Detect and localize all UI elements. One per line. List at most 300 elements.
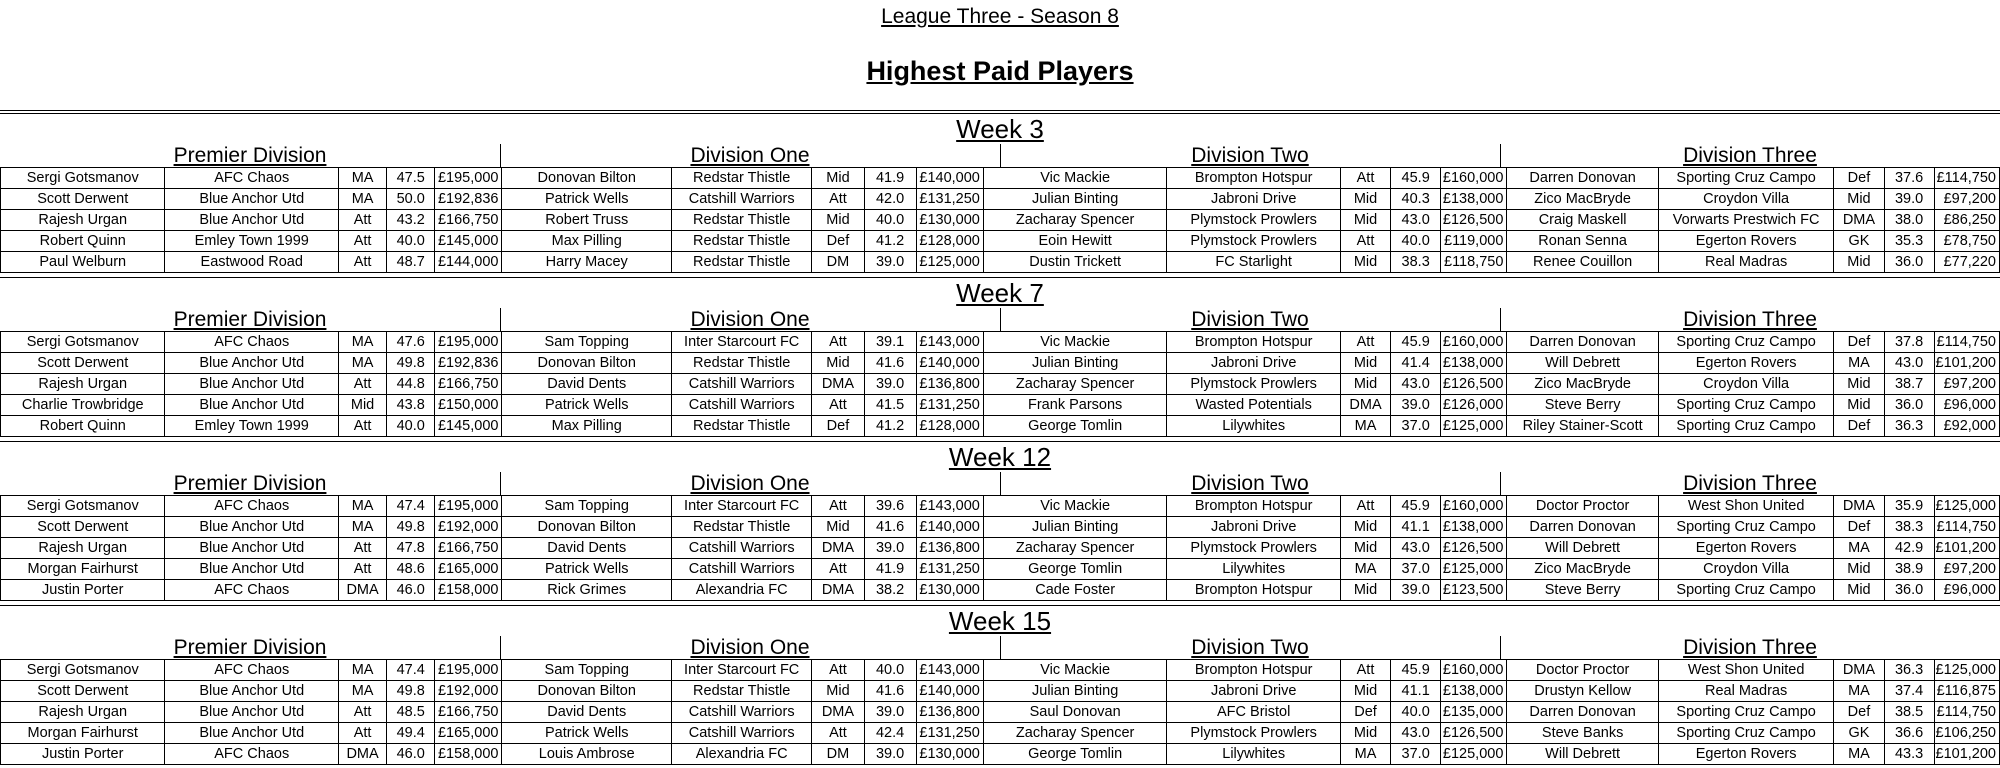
rating-cell[interactable]: 43.8 bbox=[387, 395, 435, 416]
wage-cell[interactable]: £114,750 bbox=[1934, 702, 1999, 723]
player-name-cell[interactable]: Julian Binting bbox=[983, 681, 1167, 702]
wage-cell[interactable]: £119,000 bbox=[1441, 231, 1507, 252]
rating-cell[interactable]: 40.0 bbox=[387, 231, 435, 252]
position-cell[interactable]: Att bbox=[339, 416, 387, 437]
rating-cell[interactable]: 41.5 bbox=[864, 395, 916, 416]
club-name-cell[interactable]: Croydon Villa bbox=[1658, 189, 1834, 210]
player-name-cell[interactable]: Donovan Bilton bbox=[502, 353, 672, 374]
player-name-cell[interactable]: Robert Quinn bbox=[1, 416, 165, 437]
player-name-cell[interactable]: Julian Binting bbox=[983, 517, 1167, 538]
position-cell[interactable]: Def bbox=[1834, 416, 1884, 437]
position-cell[interactable]: Mid bbox=[1834, 559, 1884, 580]
rating-cell[interactable]: 42.4 bbox=[864, 723, 916, 744]
position-cell[interactable]: Mid bbox=[812, 353, 864, 374]
rating-cell[interactable]: 41.6 bbox=[864, 681, 916, 702]
club-name-cell[interactable]: Redstar Thistle bbox=[671, 210, 811, 231]
player-name-cell[interactable]: Zico MacBryde bbox=[1507, 559, 1658, 580]
club-name-cell[interactable]: FC Starlight bbox=[1167, 252, 1341, 273]
position-cell[interactable]: Att bbox=[1340, 231, 1390, 252]
rating-cell[interactable]: 39.0 bbox=[1884, 189, 1934, 210]
club-name-cell[interactable]: AFC Chaos bbox=[165, 580, 339, 601]
position-cell[interactable]: Mid bbox=[339, 395, 387, 416]
wage-cell[interactable]: £130,000 bbox=[916, 744, 983, 765]
club-name-cell[interactable]: Brompton Hotspur bbox=[1167, 580, 1341, 601]
rating-cell[interactable]: 38.9 bbox=[1884, 559, 1934, 580]
wage-cell[interactable]: £126,500 bbox=[1441, 538, 1507, 559]
rating-cell[interactable]: 39.6 bbox=[864, 496, 916, 517]
club-name-cell[interactable]: Egerton Rovers bbox=[1658, 353, 1834, 374]
wage-cell[interactable]: £165,000 bbox=[435, 559, 502, 580]
rating-cell[interactable]: 47.4 bbox=[387, 496, 435, 517]
club-name-cell[interactable]: AFC Chaos bbox=[165, 660, 339, 681]
wage-cell[interactable]: £125,000 bbox=[1934, 660, 1999, 681]
club-name-cell[interactable]: Redstar Thistle bbox=[671, 517, 811, 538]
rating-cell[interactable]: 38.2 bbox=[864, 580, 916, 601]
player-name-cell[interactable]: Saul Donovan bbox=[983, 702, 1167, 723]
club-name-cell[interactable]: Lilywhites bbox=[1167, 416, 1341, 437]
position-cell[interactable]: MA bbox=[339, 681, 387, 702]
rating-cell[interactable]: 46.0 bbox=[387, 744, 435, 765]
club-name-cell[interactable]: Brompton Hotspur bbox=[1167, 496, 1341, 517]
wage-cell[interactable]: £136,800 bbox=[916, 374, 983, 395]
player-name-cell[interactable]: George Tomlin bbox=[983, 744, 1167, 765]
position-cell[interactable]: Att bbox=[812, 496, 864, 517]
club-name-cell[interactable]: Plymstock Prowlers bbox=[1167, 231, 1341, 252]
club-name-cell[interactable]: Wasted Potentials bbox=[1167, 395, 1341, 416]
player-name-cell[interactable]: George Tomlin bbox=[983, 559, 1167, 580]
wage-cell[interactable]: £96,000 bbox=[1934, 395, 1999, 416]
wage-cell[interactable]: £101,200 bbox=[1934, 744, 1999, 765]
wage-cell[interactable]: £166,750 bbox=[435, 538, 502, 559]
wage-cell[interactable]: £192,000 bbox=[435, 517, 502, 538]
player-name-cell[interactable]: Riley Stainer-Scott bbox=[1507, 416, 1658, 437]
position-cell[interactable]: Def bbox=[1834, 332, 1884, 353]
player-name-cell[interactable]: Zacharay Spencer bbox=[983, 723, 1167, 744]
position-cell[interactable]: Att bbox=[339, 702, 387, 723]
position-cell[interactable]: DMA bbox=[812, 538, 864, 559]
player-name-cell[interactable]: David Dents bbox=[502, 538, 672, 559]
club-name-cell[interactable]: AFC Chaos bbox=[165, 332, 339, 353]
wage-cell[interactable]: £166,750 bbox=[435, 210, 502, 231]
wage-cell[interactable]: £165,000 bbox=[435, 723, 502, 744]
player-name-cell[interactable]: Patrick Wells bbox=[502, 395, 672, 416]
player-name-cell[interactable]: Scott Derwent bbox=[1, 681, 165, 702]
position-cell[interactable]: MA bbox=[1834, 538, 1884, 559]
rating-cell[interactable]: 36.0 bbox=[1884, 252, 1934, 273]
club-name-cell[interactable]: Brompton Hotspur bbox=[1167, 660, 1341, 681]
player-name-cell[interactable]: Rajesh Urgan bbox=[1, 702, 165, 723]
player-name-cell[interactable]: Rajesh Urgan bbox=[1, 538, 165, 559]
player-name-cell[interactable]: Doctor Proctor bbox=[1507, 496, 1658, 517]
club-name-cell[interactable]: Alexandria FC bbox=[671, 744, 811, 765]
player-name-cell[interactable]: Sergi Gotsmanov bbox=[1, 332, 165, 353]
club-name-cell[interactable]: Sporting Cruz Campo bbox=[1658, 517, 1834, 538]
rating-cell[interactable]: 38.3 bbox=[1884, 517, 1934, 538]
player-name-cell[interactable]: Zacharay Spencer bbox=[983, 538, 1167, 559]
player-name-cell[interactable]: Justin Porter bbox=[1, 580, 165, 601]
player-name-cell[interactable]: Patrick Wells bbox=[502, 559, 672, 580]
rating-cell[interactable]: 37.6 bbox=[1884, 168, 1934, 189]
rating-cell[interactable]: 49.8 bbox=[387, 681, 435, 702]
player-name-cell[interactable]: Robert Quinn bbox=[1, 231, 165, 252]
club-name-cell[interactable]: Blue Anchor Utd bbox=[165, 395, 339, 416]
rating-cell[interactable]: 47.5 bbox=[387, 168, 435, 189]
wage-cell[interactable]: £158,000 bbox=[435, 744, 502, 765]
position-cell[interactable]: MA bbox=[339, 517, 387, 538]
rating-cell[interactable]: 36.3 bbox=[1884, 416, 1934, 437]
wage-cell[interactable]: £106,250 bbox=[1934, 723, 1999, 744]
player-name-cell[interactable]: Patrick Wells bbox=[502, 189, 672, 210]
position-cell[interactable]: DMA bbox=[1834, 210, 1884, 231]
wage-cell[interactable]: £144,000 bbox=[435, 252, 502, 273]
club-name-cell[interactable]: Egerton Rovers bbox=[1658, 231, 1834, 252]
club-name-cell[interactable]: Blue Anchor Utd bbox=[165, 681, 339, 702]
position-cell[interactable]: GK bbox=[1834, 231, 1884, 252]
rating-cell[interactable]: 40.3 bbox=[1391, 189, 1441, 210]
club-name-cell[interactable]: Catshill Warriors bbox=[671, 723, 811, 744]
rating-cell[interactable]: 47.6 bbox=[387, 332, 435, 353]
wage-cell[interactable]: £145,000 bbox=[435, 231, 502, 252]
wage-cell[interactable]: £195,000 bbox=[435, 168, 502, 189]
club-name-cell[interactable]: Croydon Villa bbox=[1658, 559, 1834, 580]
wage-cell[interactable]: £195,000 bbox=[435, 496, 502, 517]
player-name-cell[interactable]: Patrick Wells bbox=[502, 723, 672, 744]
player-name-cell[interactable]: Sam Topping bbox=[502, 660, 672, 681]
club-name-cell[interactable]: Egerton Rovers bbox=[1658, 538, 1834, 559]
position-cell[interactable]: GK bbox=[1834, 723, 1884, 744]
club-name-cell[interactable]: Alexandria FC bbox=[671, 580, 811, 601]
rating-cell[interactable]: 43.0 bbox=[1391, 538, 1441, 559]
rating-cell[interactable]: 47.4 bbox=[387, 660, 435, 681]
club-name-cell[interactable]: Blue Anchor Utd bbox=[165, 559, 339, 580]
position-cell[interactable]: Att bbox=[812, 559, 864, 580]
wage-cell[interactable]: £192,836 bbox=[435, 189, 502, 210]
rating-cell[interactable]: 42.0 bbox=[864, 189, 916, 210]
position-cell[interactable]: Att bbox=[1340, 496, 1390, 517]
club-name-cell[interactable]: Catshill Warriors bbox=[671, 559, 811, 580]
wage-cell[interactable]: £131,250 bbox=[916, 723, 983, 744]
position-cell[interactable]: Def bbox=[1834, 168, 1884, 189]
position-cell[interactable]: DMA bbox=[812, 374, 864, 395]
player-name-cell[interactable]: Doctor Proctor bbox=[1507, 660, 1658, 681]
wage-cell[interactable]: £97,200 bbox=[1934, 374, 1999, 395]
wage-cell[interactable]: £116,875 bbox=[1934, 681, 1999, 702]
club-name-cell[interactable]: West Shon United bbox=[1658, 496, 1834, 517]
rating-cell[interactable]: 40.0 bbox=[864, 660, 916, 681]
club-name-cell[interactable]: Brompton Hotspur bbox=[1167, 332, 1341, 353]
rating-cell[interactable]: 36.0 bbox=[1884, 395, 1934, 416]
wage-cell[interactable]: £125,000 bbox=[1441, 744, 1507, 765]
wage-cell[interactable]: £192,836 bbox=[435, 353, 502, 374]
rating-cell[interactable]: 41.6 bbox=[864, 517, 916, 538]
position-cell[interactable]: Att bbox=[812, 332, 864, 353]
club-name-cell[interactable]: Redstar Thistle bbox=[671, 252, 811, 273]
position-cell[interactable]: Mid bbox=[812, 517, 864, 538]
club-name-cell[interactable]: Brompton Hotspur bbox=[1167, 168, 1341, 189]
position-cell[interactable]: Att bbox=[812, 395, 864, 416]
position-cell[interactable]: Mid bbox=[1340, 517, 1390, 538]
position-cell[interactable]: Att bbox=[339, 538, 387, 559]
wage-cell[interactable]: £158,000 bbox=[435, 580, 502, 601]
wage-cell[interactable]: £136,800 bbox=[916, 702, 983, 723]
club-name-cell[interactable]: Blue Anchor Utd bbox=[165, 210, 339, 231]
position-cell[interactable]: Mid bbox=[1834, 395, 1884, 416]
rating-cell[interactable]: 49.8 bbox=[387, 353, 435, 374]
club-name-cell[interactable]: Redstar Thistle bbox=[671, 416, 811, 437]
wage-cell[interactable]: £123,500 bbox=[1441, 580, 1507, 601]
wage-cell[interactable]: £126,500 bbox=[1441, 723, 1507, 744]
rating-cell[interactable]: 46.0 bbox=[387, 580, 435, 601]
player-name-cell[interactable]: Julian Binting bbox=[983, 353, 1167, 374]
club-name-cell[interactable]: Lilywhites bbox=[1167, 559, 1341, 580]
player-name-cell[interactable]: Robert Truss bbox=[502, 210, 672, 231]
player-name-cell[interactable]: Will Debrett bbox=[1507, 353, 1658, 374]
position-cell[interactable]: Att bbox=[812, 723, 864, 744]
wage-cell[interactable]: £131,250 bbox=[916, 189, 983, 210]
position-cell[interactable]: Att bbox=[339, 559, 387, 580]
club-name-cell[interactable]: Catshill Warriors bbox=[671, 374, 811, 395]
club-name-cell[interactable]: Plymstock Prowlers bbox=[1167, 538, 1341, 559]
club-name-cell[interactable]: Redstar Thistle bbox=[671, 353, 811, 374]
rating-cell[interactable]: 37.8 bbox=[1884, 332, 1934, 353]
club-name-cell[interactable]: Emley Town 1999 bbox=[165, 231, 339, 252]
club-name-cell[interactable]: Vorwarts Prestwich FC bbox=[1658, 210, 1834, 231]
rating-cell[interactable]: 36.6 bbox=[1884, 723, 1934, 744]
player-name-cell[interactable]: Vic Mackie bbox=[983, 168, 1167, 189]
club-name-cell[interactable]: Sporting Cruz Campo bbox=[1658, 416, 1834, 437]
position-cell[interactable]: Mid bbox=[812, 681, 864, 702]
player-name-cell[interactable]: Scott Derwent bbox=[1, 517, 165, 538]
position-cell[interactable]: Def bbox=[812, 416, 864, 437]
wage-cell[interactable]: £150,000 bbox=[435, 395, 502, 416]
position-cell[interactable]: Def bbox=[1340, 702, 1390, 723]
club-name-cell[interactable]: AFC Bristol bbox=[1167, 702, 1341, 723]
wage-cell[interactable]: £126,500 bbox=[1441, 374, 1507, 395]
player-name-cell[interactable]: Will Debrett bbox=[1507, 538, 1658, 559]
player-name-cell[interactable]: Darren Donovan bbox=[1507, 168, 1658, 189]
player-name-cell[interactable]: Will Debrett bbox=[1507, 744, 1658, 765]
rating-cell[interactable]: 38.0 bbox=[1884, 210, 1934, 231]
club-name-cell[interactable]: Jabroni Drive bbox=[1167, 681, 1341, 702]
rating-cell[interactable]: 38.5 bbox=[1884, 702, 1934, 723]
position-cell[interactable]: DMA bbox=[339, 744, 387, 765]
position-cell[interactable]: MA bbox=[339, 353, 387, 374]
rating-cell[interactable]: 43.0 bbox=[1391, 374, 1441, 395]
rating-cell[interactable]: 41.2 bbox=[864, 416, 916, 437]
rating-cell[interactable]: 38.3 bbox=[1391, 252, 1441, 273]
player-name-cell[interactable]: Donovan Bilton bbox=[502, 681, 672, 702]
player-name-cell[interactable]: Justin Porter bbox=[1, 744, 165, 765]
club-name-cell[interactable]: Croydon Villa bbox=[1658, 374, 1834, 395]
club-name-cell[interactable]: Catshill Warriors bbox=[671, 538, 811, 559]
wage-cell[interactable]: £166,750 bbox=[435, 702, 502, 723]
rating-cell[interactable]: 38.7 bbox=[1884, 374, 1934, 395]
club-name-cell[interactable]: Jabroni Drive bbox=[1167, 353, 1341, 374]
rating-cell[interactable]: 41.9 bbox=[864, 168, 916, 189]
club-name-cell[interactable]: Redstar Thistle bbox=[671, 681, 811, 702]
rating-cell[interactable]: 41.2 bbox=[864, 231, 916, 252]
player-name-cell[interactable]: Morgan Fairhurst bbox=[1, 559, 165, 580]
player-name-cell[interactable]: Steve Banks bbox=[1507, 723, 1658, 744]
position-cell[interactable]: MA bbox=[1834, 681, 1884, 702]
position-cell[interactable]: MA bbox=[339, 660, 387, 681]
position-cell[interactable]: Att bbox=[1340, 168, 1390, 189]
wage-cell[interactable]: £138,000 bbox=[1441, 189, 1507, 210]
rating-cell[interactable]: 39.0 bbox=[864, 744, 916, 765]
rating-cell[interactable]: 39.0 bbox=[1391, 395, 1441, 416]
wage-cell[interactable]: £97,200 bbox=[1934, 559, 1999, 580]
rating-cell[interactable]: 43.2 bbox=[387, 210, 435, 231]
position-cell[interactable]: DMA bbox=[1340, 395, 1390, 416]
position-cell[interactable]: Att bbox=[1340, 660, 1390, 681]
wage-cell[interactable]: £101,200 bbox=[1934, 353, 1999, 374]
wage-cell[interactable]: £140,000 bbox=[916, 681, 983, 702]
rating-cell[interactable]: 40.0 bbox=[387, 416, 435, 437]
position-cell[interactable]: MA bbox=[339, 168, 387, 189]
wage-cell[interactable]: £125,000 bbox=[916, 252, 983, 273]
position-cell[interactable]: Mid bbox=[1834, 374, 1884, 395]
wage-cell[interactable]: £195,000 bbox=[435, 660, 502, 681]
wage-cell[interactable]: £130,000 bbox=[916, 210, 983, 231]
position-cell[interactable]: MA bbox=[1340, 559, 1390, 580]
rating-cell[interactable]: 39.0 bbox=[864, 538, 916, 559]
wage-cell[interactable]: £136,800 bbox=[916, 538, 983, 559]
wage-cell[interactable]: £96,000 bbox=[1934, 580, 1999, 601]
player-name-cell[interactable]: Frank Parsons bbox=[983, 395, 1167, 416]
wage-cell[interactable]: £138,000 bbox=[1441, 681, 1507, 702]
position-cell[interactable]: DMA bbox=[1834, 496, 1884, 517]
club-name-cell[interactable]: West Shon United bbox=[1658, 660, 1834, 681]
rating-cell[interactable]: 43.0 bbox=[1391, 723, 1441, 744]
wage-cell[interactable]: £160,000 bbox=[1441, 332, 1507, 353]
player-name-cell[interactable]: Sergi Gotsmanov bbox=[1, 168, 165, 189]
player-name-cell[interactable]: David Dents bbox=[502, 702, 672, 723]
player-name-cell[interactable]: Max Pilling bbox=[502, 231, 672, 252]
wage-cell[interactable]: £128,000 bbox=[916, 416, 983, 437]
position-cell[interactable]: Att bbox=[339, 210, 387, 231]
rating-cell[interactable]: 40.0 bbox=[1391, 231, 1441, 252]
rating-cell[interactable]: 41.1 bbox=[1391, 681, 1441, 702]
rating-cell[interactable]: 43.3 bbox=[1884, 744, 1934, 765]
position-cell[interactable]: Att bbox=[339, 723, 387, 744]
rating-cell[interactable]: 39.0 bbox=[864, 252, 916, 273]
player-name-cell[interactable]: Max Pilling bbox=[502, 416, 672, 437]
club-name-cell[interactable]: Inter Starcourt FC bbox=[671, 660, 811, 681]
club-name-cell[interactable]: Catshill Warriors bbox=[671, 395, 811, 416]
player-name-cell[interactable]: Darren Donovan bbox=[1507, 332, 1658, 353]
wage-cell[interactable]: £86,250 bbox=[1934, 210, 1999, 231]
position-cell[interactable]: DMA bbox=[339, 580, 387, 601]
player-name-cell[interactable]: David Dents bbox=[502, 374, 672, 395]
rating-cell[interactable]: 45.9 bbox=[1391, 332, 1441, 353]
rating-cell[interactable]: 35.9 bbox=[1884, 496, 1934, 517]
player-name-cell[interactable]: Zico MacBryde bbox=[1507, 374, 1658, 395]
player-name-cell[interactable]: George Tomlin bbox=[983, 416, 1167, 437]
club-name-cell[interactable]: Jabroni Drive bbox=[1167, 189, 1341, 210]
position-cell[interactable]: DMA bbox=[812, 580, 864, 601]
position-cell[interactable]: Mid bbox=[1340, 681, 1390, 702]
wage-cell[interactable]: £125,000 bbox=[1441, 416, 1507, 437]
player-name-cell[interactable]: Donovan Bilton bbox=[502, 168, 672, 189]
club-name-cell[interactable]: Sporting Cruz Campo bbox=[1658, 702, 1834, 723]
position-cell[interactable]: Mid bbox=[1834, 252, 1884, 273]
rating-cell[interactable]: 41.9 bbox=[864, 559, 916, 580]
position-cell[interactable]: MA bbox=[339, 189, 387, 210]
position-cell[interactable]: Att bbox=[339, 231, 387, 252]
wage-cell[interactable]: £138,000 bbox=[1441, 353, 1507, 374]
club-name-cell[interactable]: AFC Chaos bbox=[165, 496, 339, 517]
rating-cell[interactable]: 43.0 bbox=[1884, 353, 1934, 374]
player-name-cell[interactable]: Donovan Bilton bbox=[502, 517, 672, 538]
wage-cell[interactable]: £140,000 bbox=[916, 517, 983, 538]
player-name-cell[interactable]: Julian Binting bbox=[983, 189, 1167, 210]
player-name-cell[interactable]: Vic Mackie bbox=[983, 660, 1167, 681]
player-name-cell[interactable]: Sam Topping bbox=[502, 496, 672, 517]
position-cell[interactable]: Att bbox=[1340, 332, 1390, 353]
club-name-cell[interactable]: Blue Anchor Utd bbox=[165, 517, 339, 538]
club-name-cell[interactable]: Real Madras bbox=[1658, 681, 1834, 702]
player-name-cell[interactable]: Steve Berry bbox=[1507, 395, 1658, 416]
position-cell[interactable]: Mid bbox=[1340, 374, 1390, 395]
position-cell[interactable]: DM bbox=[812, 252, 864, 273]
position-cell[interactable]: Mid bbox=[812, 210, 864, 231]
position-cell[interactable]: Mid bbox=[1340, 580, 1390, 601]
wage-cell[interactable]: £92,000 bbox=[1934, 416, 1999, 437]
rating-cell[interactable]: 39.0 bbox=[864, 702, 916, 723]
club-name-cell[interactable]: Lilywhites bbox=[1167, 744, 1341, 765]
club-name-cell[interactable]: Catshill Warriors bbox=[671, 189, 811, 210]
wage-cell[interactable]: £145,000 bbox=[435, 416, 502, 437]
position-cell[interactable]: Def bbox=[812, 231, 864, 252]
player-name-cell[interactable]: Renee Couillon bbox=[1507, 252, 1658, 273]
rating-cell[interactable]: 37.4 bbox=[1884, 681, 1934, 702]
wage-cell[interactable]: £97,200 bbox=[1934, 189, 1999, 210]
wage-cell[interactable]: £138,000 bbox=[1441, 517, 1507, 538]
player-name-cell[interactable]: Drustyn Kellow bbox=[1507, 681, 1658, 702]
wage-cell[interactable]: £160,000 bbox=[1441, 660, 1507, 681]
position-cell[interactable]: Att bbox=[339, 374, 387, 395]
position-cell[interactable]: Mid bbox=[1340, 252, 1390, 273]
position-cell[interactable]: Mid bbox=[1340, 538, 1390, 559]
position-cell[interactable]: Mid bbox=[1340, 723, 1390, 744]
wage-cell[interactable]: £131,250 bbox=[916, 395, 983, 416]
player-name-cell[interactable]: Paul Welburn bbox=[1, 252, 165, 273]
rating-cell[interactable]: 37.0 bbox=[1391, 559, 1441, 580]
rating-cell[interactable]: 43.0 bbox=[1391, 210, 1441, 231]
club-name-cell[interactable]: Inter Starcourt FC bbox=[671, 332, 811, 353]
rating-cell[interactable]: 37.0 bbox=[1391, 416, 1441, 437]
club-name-cell[interactable]: Sporting Cruz Campo bbox=[1658, 580, 1834, 601]
wage-cell[interactable]: £160,000 bbox=[1441, 168, 1507, 189]
position-cell[interactable]: Att bbox=[339, 252, 387, 273]
rating-cell[interactable]: 50.0 bbox=[387, 189, 435, 210]
club-name-cell[interactable]: Blue Anchor Utd bbox=[165, 723, 339, 744]
wage-cell[interactable]: £128,000 bbox=[916, 231, 983, 252]
club-name-cell[interactable]: Blue Anchor Utd bbox=[165, 702, 339, 723]
player-name-cell[interactable]: Dustin Trickett bbox=[983, 252, 1167, 273]
player-name-cell[interactable]: Zico MacBryde bbox=[1507, 189, 1658, 210]
position-cell[interactable]: MA bbox=[339, 332, 387, 353]
wage-cell[interactable]: £135,000 bbox=[1441, 702, 1507, 723]
player-name-cell[interactable]: Steve Berry bbox=[1507, 580, 1658, 601]
rating-cell[interactable]: 40.0 bbox=[1391, 702, 1441, 723]
club-name-cell[interactable]: Plymstock Prowlers bbox=[1167, 723, 1341, 744]
rating-cell[interactable]: 39.0 bbox=[1391, 580, 1441, 601]
position-cell[interactable]: Att bbox=[812, 660, 864, 681]
wage-cell[interactable]: £78,750 bbox=[1934, 231, 1999, 252]
wage-cell[interactable]: £101,200 bbox=[1934, 538, 1999, 559]
club-name-cell[interactable]: Plymstock Prowlers bbox=[1167, 374, 1341, 395]
